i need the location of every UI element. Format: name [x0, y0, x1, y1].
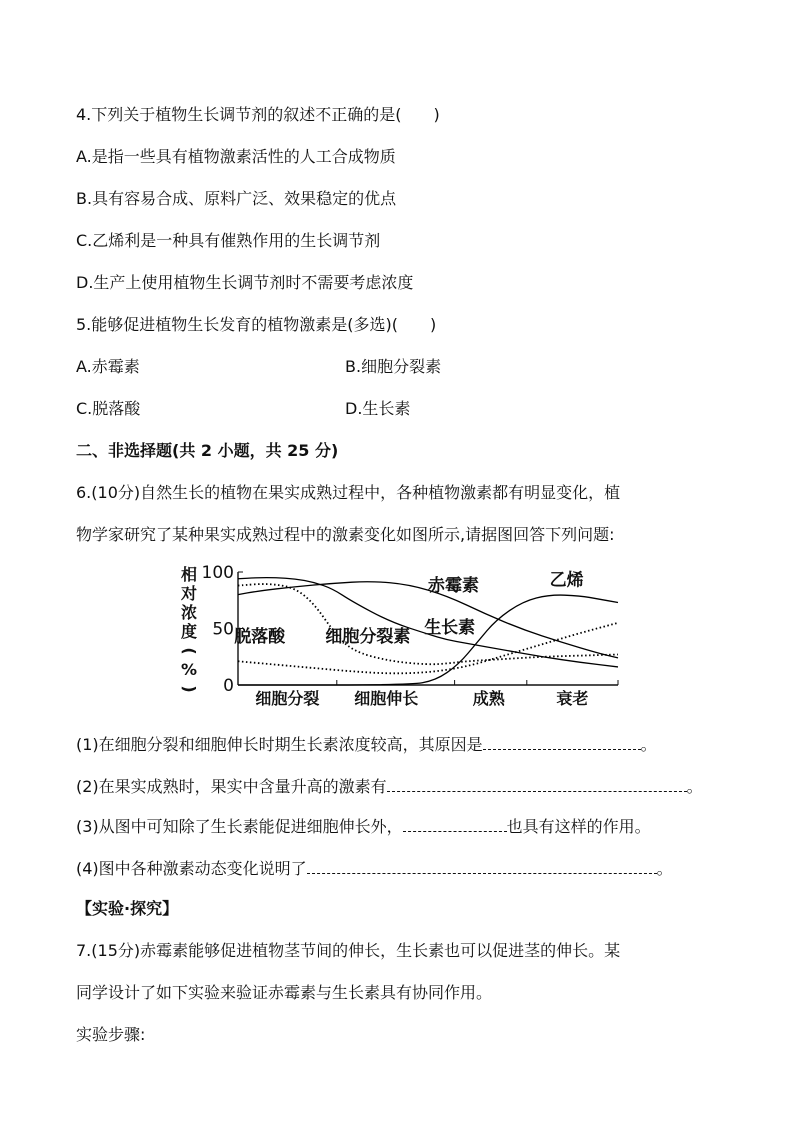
- q7-line-3: 实验步骤:: [76, 1025, 146, 1044]
- q5-option-c: C.脱落酸: [76, 399, 141, 418]
- q6-part-1: [76, 733, 657, 755]
- y-tick-label-0: 0: [223, 676, 234, 696]
- q6-part-3: [76, 815, 651, 837]
- q6-line-2: 物学家研究了某种果实成熟过程中的激素变化如图所示,请据图回答下列问题:: [76, 525, 615, 544]
- q5-stem: 5.能够促进植物生长发育的植物激素是(多选)( ): [76, 315, 437, 334]
- q6-part-2: [76, 775, 703, 797]
- x-category-label-3: 衰老: [556, 689, 589, 708]
- series-label-2: 脱落酸: [234, 627, 286, 648]
- answer-blank-1[interactable]: [483, 733, 641, 750]
- q5-option-b: B.细胞分裂素: [345, 357, 442, 376]
- answer-blank-2[interactable]: [387, 775, 687, 792]
- q4-option-b: B.具有容易合成、原料广泛、效果稳定的优点: [76, 189, 397, 208]
- q4-option-c: C.乙烯利是一种具有催熟作用的生长调节剂: [76, 231, 381, 250]
- q6-part-2-text: (2)在果实成熟时，果实中含量升高的激素有: [76, 777, 387, 796]
- series-label-1: 乙烯: [549, 570, 584, 591]
- section-heading: 二、非选择题(共 2 小题，共 25 分): [76, 441, 339, 460]
- q6-part-4-text: (4)图中各种激素动态变化说明了: [76, 859, 307, 878]
- q4-option-a: A.是指一些具有植物激素活性的人工合成物质: [76, 147, 396, 166]
- answer-blank-3[interactable]: [403, 815, 507, 832]
- q7-line-2: 同学设计了如下实验来验证赤霉素与生长素具有协同作用。: [76, 983, 493, 1002]
- q6-part-1-end: 。: [640, 735, 657, 754]
- y-axis-label: [180, 565, 199, 693]
- chart-labels: [234, 570, 583, 648]
- series-label-3: 细胞分裂素: [325, 627, 411, 648]
- x-category-label-1: 细胞伸长: [354, 689, 419, 708]
- hormone-chart: [170, 562, 630, 712]
- x-category-label-2: 成熟: [472, 689, 505, 708]
- q6-part-3-text-a: (3)从图中可知除了生长素能促进细胞伸长外，: [76, 817, 403, 836]
- series-label-0: 赤霉素: [428, 576, 479, 597]
- q4-option-d: D.生产上使用植物生长调节剂时不需要考虑浓度: [76, 273, 414, 292]
- y-axis-label-char: 度: [180, 622, 198, 641]
- q6-part-2-end: 。: [686, 777, 703, 796]
- answer-blank-4[interactable]: [307, 857, 657, 874]
- y-axis-label-char: %: [180, 660, 198, 679]
- y-tick-label-50: 50: [212, 619, 234, 640]
- x-category-label-0: 细胞分裂: [255, 689, 320, 708]
- q6-part-4-end: 。: [656, 859, 673, 878]
- y-axis-label-char: 相: [180, 565, 198, 584]
- series-line-1: [238, 595, 618, 685]
- q6-part-4: [76, 857, 673, 879]
- experiment-heading: 【实验·探究】: [76, 899, 179, 918]
- q6-part-1-text: (1)在细胞分裂和细胞伸长时期生长素浓度较高，其原因是: [76, 735, 483, 754]
- q5-option-a: A.赤霉素: [76, 357, 140, 376]
- q5-option-d: D.生长素: [345, 399, 411, 418]
- y-axis-label-char: 对: [180, 584, 198, 603]
- q4-stem: 4.下列关于植物生长调节剂的叙述不正确的是( ): [76, 105, 440, 124]
- y-axis-label-char: 浓: [180, 603, 198, 622]
- y-axis-label-char: (: [180, 647, 199, 655]
- y-axis-label-char: ): [180, 685, 199, 693]
- q7-line-1: 7.(15分)赤霉素能够促进植物茎节间的伸长，生长素也可以促进茎的伸长。某: [76, 941, 621, 960]
- q6-part-3-text-b: 也具有这样的作用。: [506, 817, 651, 836]
- series-label-4: 生长素: [424, 618, 476, 639]
- y-tick-label-100: 100: [201, 563, 234, 583]
- q6-line-1: 6.(10分)自然生长的植物在果实成熟过程中，各种植物激素都有明显变化，植: [76, 483, 621, 502]
